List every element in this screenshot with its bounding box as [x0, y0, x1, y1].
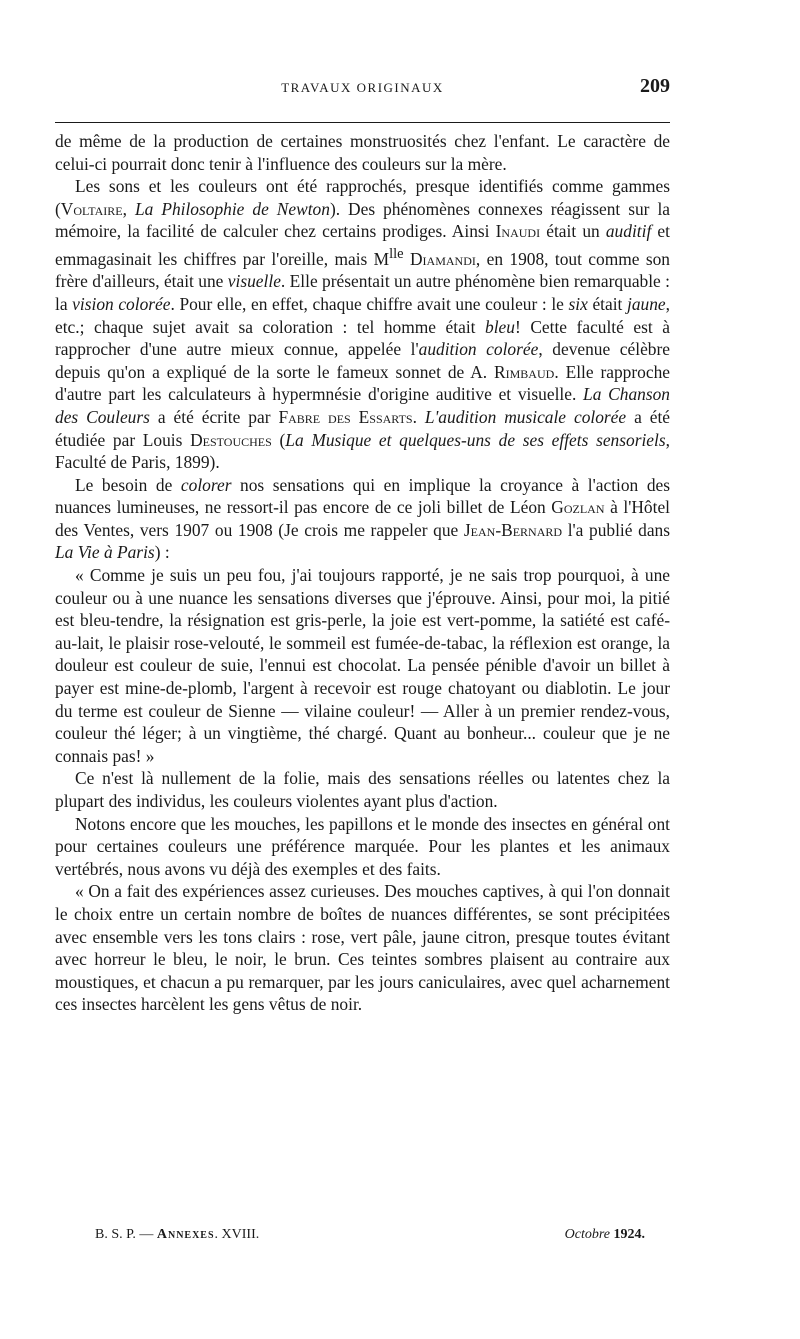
text-span: . XVIII. [214, 1227, 260, 1242]
emphasis: colorer [180, 474, 232, 495]
emphasis: bleu [485, 316, 515, 337]
text-span: était [587, 293, 627, 314]
paragraph-4-quote: « Comme je suis un peu fou, j'ai toujours rapporté, je ne sais trop pourquoi, à une couleur ou à une nuance les sensations diverses que j'éprouve. Ainsi, pour moi, la pitié est bleu-tendre, la résignation est gris-perle, la joie est vert-pomme, la satiété est café-au-lait, le plaisir rose-velouté, le sommeil est fumée-de-tabac, la réflexion est orange, la douleur est couleur de suie, l'ennui est chocolat. La pensée pénible d'avoir un billet à payer est mine-de-plomb, l'argent à recevoir est rouge chatoyant ou diablotin. Le jour du terme est couleur de Sienne — vilaine couleur! — Aller à un premier rendez-vous, couleur thé léger; à un vingtième, thé chargé. Quant au bonheur... couleur que je ne connais pas! » [55, 565, 670, 766]
paragraph-6: Notons encore que les mouches, les papillons et le monde des insectes en général ont pour certaines couleurs une préférence marquée. Pour les plantes et les animaux vertébrés, nous avons vu déjà des exemples et des faits. [55, 813, 670, 879]
paragraph-3 [55, 474, 670, 564]
work-title: La Chanson des Couleurs [55, 384, 670, 427]
year: 1924. [613, 1227, 645, 1242]
emphasis: vision colorée [72, 293, 171, 314]
person-name: Fabre des Essarts [278, 406, 413, 427]
text-span: et emmagasinait les chiffres par l'oreille, mais M [55, 221, 670, 269]
paragraph-5: Ce n'est là nullement de la folie, mais des sensations réelles ou latentes chez la plupart des individus, les couleurs violentes ayant plus d'action. [55, 768, 670, 812]
annexes-label: Annexes [156, 1227, 215, 1242]
person-name: Diamandi [410, 248, 476, 269]
emphasis: jaune [627, 293, 666, 314]
person-name: Jean-Bernard [463, 519, 563, 540]
text-span: Le besoin de [75, 474, 181, 495]
work-title: La Musique et quelques-uns de ses effets sensoriels [285, 429, 666, 450]
text-span: . Elle rapproche d'autre part les calculateurs à hypermnésie d'origine auditive et visuelle. [55, 361, 670, 405]
text-span: nos sensations qui en implique la croyance à l'action des nuances lumineuses, ne ressort-il pas encore de ce joli billet de Léon [55, 474, 671, 518]
emphasis: audition colorée [418, 339, 539, 360]
text-span: a été écrite par [149, 406, 279, 427]
page-header [55, 75, 670, 104]
emphasis: auditif [605, 221, 652, 242]
emphasis: visuelle [227, 271, 281, 292]
text-span: . [412, 406, 425, 427]
text-span: était un [540, 221, 606, 242]
work-title: La Vie à Paris [55, 542, 155, 563]
text-span: . Pour elle, en effet, chaque chiffre avait une couleur : le [170, 293, 569, 314]
person-name: Gozlan [551, 497, 605, 518]
text-span: ( [271, 429, 286, 450]
header-rule [55, 122, 670, 123]
author-name: Voltaire [60, 198, 123, 219]
text-span: à l'Hôtel des Ventes, vers 1907 ou 1908 (Je crois me rappeler que [55, 497, 671, 540]
person-name: Rimbaud [494, 361, 555, 382]
paragraph-1: de même de la production de certaines monstruosités chez l'enfant. Le caractère de celui-ci pourrait donc tenir à l'influence des couleurs sur la mère. [55, 131, 670, 174]
text-span: ) : [154, 542, 170, 563]
paragraph-2 [55, 175, 670, 474]
text-span: a été étudiée par Louis [55, 406, 671, 450]
page-number: 209 [640, 75, 670, 97]
running-title: TRAVAUX ORIGINAUX [281, 80, 444, 95]
text-span: l'a publié dans [562, 519, 670, 540]
text-span: , en 1908, tout comme son frère d'ailleurs, était une [55, 248, 670, 292]
emphasis: six [568, 293, 588, 314]
month: Octobre [564, 1227, 614, 1242]
work-title: L'audition musicale colorée [424, 406, 627, 427]
person-name: Destouches [190, 429, 272, 450]
paragraph-7-quote: « On a fait des expériences assez curieuses. Des mouches captives, à qui l'on donnait le choix entre un certain nombre de boîtes de nuances différentes, se sont précipitées avec ensemble vers les tons clairs : rose, vert pâle, jaune citron, presque toutes évitant avec horreur le bleu, le noir, le brun. Ces teintes sombres plaisent au contraire aux moustiques, et chacun a pu remarquer, par les jours caniculaires, avec quel acharnement ces insectes harcèlent les gens vêtus de noir. [55, 881, 670, 1015]
work-title: La Philosophie de Newton [134, 198, 330, 219]
text-span: , etc.; chaque sujet avait sa coloration : tel homme était [55, 293, 670, 337]
text-span: ! Cette faculté est à rapprocher d'une autre mieux connue, appelée l' [55, 316, 670, 360]
text-span: B. S. P. — [95, 1227, 157, 1242]
text-span: , [122, 198, 135, 219]
footer-citation [95, 1227, 259, 1243]
person-name: Inaudi [495, 221, 541, 242]
text-span: , devenue célèbre depuis qu'on a expliqué de la sorte le fameux sonnet de A. [55, 339, 670, 382]
text-span: . Elle présentait un autre phénomène bien remarquable : la [55, 271, 671, 314]
text-span: Les sons et les couleurs ont été rapprochés, presque identifiés comme gammes ( [55, 176, 670, 219]
text-span: ). Des phénomènes connexes réagissent sur la mémoire, la facilité de calculer chez certains prodiges. Ainsi [55, 198, 671, 242]
footer-date [565, 1227, 645, 1243]
text-span: , Faculté de Paris, 1899). [55, 429, 670, 473]
title-superscript: lle [389, 245, 404, 262]
body-text [55, 130, 670, 1016]
